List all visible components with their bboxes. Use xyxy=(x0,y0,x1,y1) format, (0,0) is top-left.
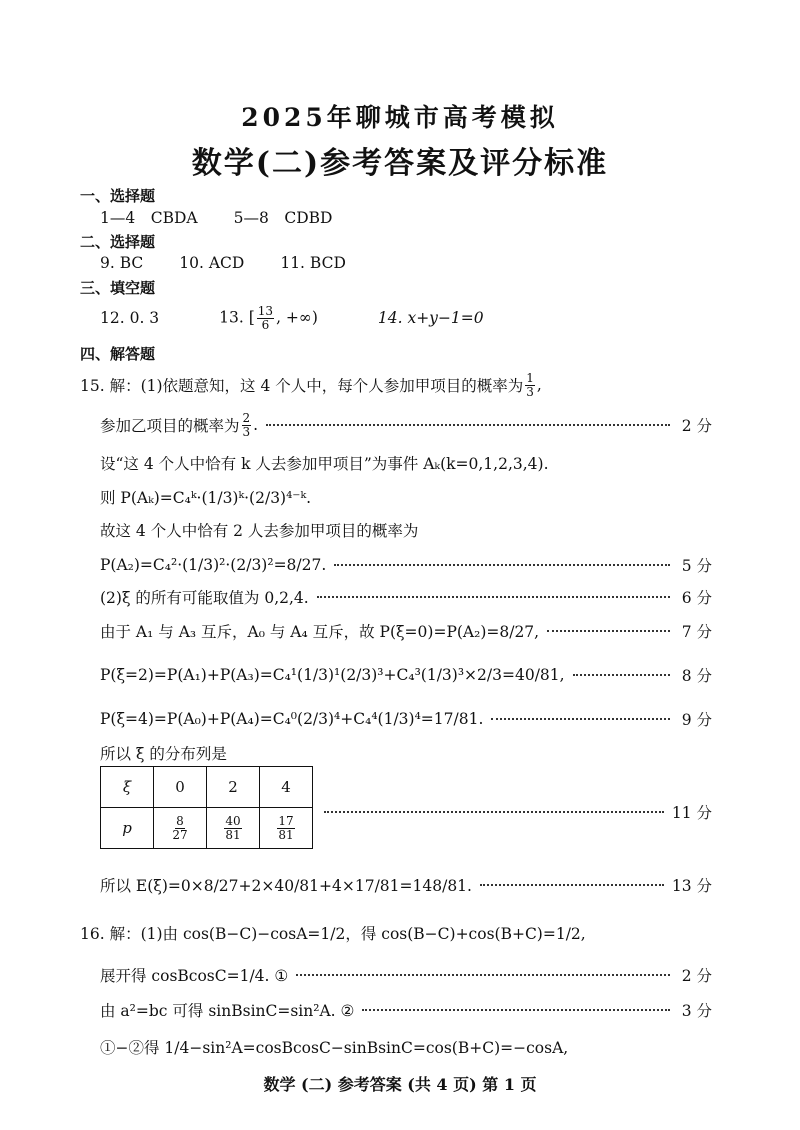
answers-1-4: 1—4 CBDA xyxy=(100,209,198,227)
q15-text-7: (2)ξ 的所有可能取值为 0,2,4. xyxy=(100,589,309,607)
answer-10: 10. ACD xyxy=(179,254,245,272)
leader-dots xyxy=(573,674,670,676)
q15-line-11: 所以 ξ 的分布列是 xyxy=(100,745,227,763)
section-heading-solutions: 四、解答题 xyxy=(80,344,156,363)
table-cell: ξ xyxy=(101,767,154,808)
q15-line-2: 参加乙项目的概率为 $\frac{2}{3}$ . 2 分 xyxy=(100,410,712,439)
fraction xyxy=(224,815,241,842)
leader-dots xyxy=(266,424,670,426)
table-cell: 0 xyxy=(154,767,207,808)
table-cell xyxy=(154,808,207,849)
table-cell xyxy=(260,808,313,849)
score-points: 6 分 xyxy=(681,589,712,607)
q15-line-4: 则 P(Aₖ)=C₄ᵏ·(1/3)ᵏ·(2/3)⁴⁻ᵏ. xyxy=(100,489,312,507)
answer-13-prefix: 13. [ xyxy=(219,308,255,326)
table-cell: 2 xyxy=(207,767,260,808)
q15-line-5: 故这 4 个人中恰有 2 人去参加甲项目的概率为 xyxy=(100,522,419,540)
section-heading-choice: 一、选择题 xyxy=(80,186,156,205)
q16-line-4: ①−②得 1/4−sin²A=cosBcosC−sinBsinC=cos(B+C)=−cosA, xyxy=(100,1039,569,1057)
denominator: 81 xyxy=(225,827,241,842)
leader-dots xyxy=(296,974,670,976)
leader-dots xyxy=(491,718,670,720)
answers-row-3 xyxy=(100,303,712,333)
table-cell xyxy=(207,808,260,849)
answer-14: 14. x+y−1=0 xyxy=(377,309,484,327)
numerator: 1 xyxy=(526,370,534,385)
denominator: 3 xyxy=(526,384,534,399)
denominator: 3 xyxy=(242,424,251,439)
q16-line-2 xyxy=(100,960,712,990)
section-heading-multi-choice: 二、选择题 xyxy=(80,232,156,251)
answers-5-8: 5—8 CDBD xyxy=(233,209,333,227)
fraction xyxy=(172,815,187,842)
q16-line-3 xyxy=(100,995,712,1025)
score-points: 11 分 xyxy=(671,804,712,822)
numerator: 2 xyxy=(242,410,251,425)
score-points: 5 分 xyxy=(681,557,712,575)
q15-text-2: 参加乙项目的概率为 xyxy=(100,417,240,435)
q15-text-8: 由于 A₁ 与 A₃ 互斥，A₀ 与 A₄ 互斥，故 P(ξ=0)=P(A₂)=8/27, xyxy=(100,623,540,641)
numerator: 40 xyxy=(225,813,241,828)
q15-text-9: P(ξ=2)=P(A₁)+P(A₃)=C₄¹(1/3)¹(2/3)³+C₄³(1/3)³×2/3=40/81, xyxy=(100,666,565,684)
leader-dots xyxy=(324,811,664,813)
document-title: 数学(二)参考答案及评分标准 xyxy=(191,146,609,181)
fraction xyxy=(525,372,535,399)
q15-line-9 xyxy=(100,660,712,690)
numerator: 8 xyxy=(176,813,184,828)
answer-13-suffix: , +∞) xyxy=(276,308,318,326)
table-cell: 4 xyxy=(260,767,313,808)
q15-line-1: 15. 解：(1)依题意知，这 4 个人中，每个人参加甲项目的概率为 $\frac{1}{3}$ , xyxy=(80,370,542,399)
page-footer: 数学 (二) 参考答案 (共 4 页) 第 1 页 xyxy=(263,1075,537,1094)
denominator: 6 xyxy=(261,317,270,332)
q15-line-8 xyxy=(100,616,712,646)
leader-dots xyxy=(547,630,670,632)
q16-line-1: 16. 解：(1)由 cos(B−C)−cosA=1/2，得 cos(B−C)+cos(B+C)=1/2, xyxy=(80,925,586,943)
leader-dots xyxy=(480,884,664,886)
numerator: 13 xyxy=(257,303,274,318)
q16-text-2: 展开得 cosBcosC=1/4. ① xyxy=(100,967,289,985)
answer-13 xyxy=(219,305,318,332)
exam-title: 2025年聊城市高考模拟 xyxy=(241,103,559,132)
q15-text-1: 15. 解：(1)依题意知，这 4 个人中，每个人参加甲项目的概率为 xyxy=(80,377,524,395)
numerator: 17 xyxy=(278,813,294,828)
score-points: 2 分 xyxy=(681,967,712,985)
q16-text-3: 由 a²=bc 可得 sinBsinC=sin²A. ② xyxy=(100,1002,355,1020)
leader-dots xyxy=(334,564,670,566)
distribution-table xyxy=(100,766,313,849)
score-points: 7 分 xyxy=(681,623,712,641)
answer-11: 11. BCD xyxy=(280,254,346,272)
table-cell: p xyxy=(101,808,154,849)
answer-9: 9. BC xyxy=(100,254,144,272)
q15-line-12 xyxy=(100,870,712,900)
q15-text-12: 所以 E(ξ)=0×8/27+2×40/81+4×17/81=148/81. xyxy=(100,877,472,895)
score-points: 13 分 xyxy=(671,877,712,895)
fraction xyxy=(277,815,294,842)
leader-dots xyxy=(317,596,670,598)
fraction xyxy=(242,412,252,439)
leader-dots xyxy=(362,1009,670,1011)
q15-line-6 xyxy=(100,550,712,580)
denominator: 27 xyxy=(172,827,188,842)
table-row xyxy=(101,767,313,808)
section-heading-fill-blank: 三、填空题 xyxy=(80,278,156,297)
denominator: 81 xyxy=(278,827,294,842)
score-points: 2 分 xyxy=(681,417,712,435)
table-score-line xyxy=(316,797,712,827)
q15-text-10: P(ξ=4)=P(A₀)+P(A₄)=C₄⁰(2/3)⁴+C₄⁴(1/3)⁴=17/81. xyxy=(100,710,484,728)
q15-text-6: P(A₂)=C₄²·(1/3)²·(2/3)²=8/27. xyxy=(100,556,327,574)
q15-line-3: 设“这 4 个人中恰有 k 人去参加甲项目”为事件 Aₖ(k=0,1,2,3,4). xyxy=(100,455,549,473)
score-points: 9 分 xyxy=(681,711,712,729)
q15-line-7 xyxy=(100,582,712,612)
score-points: 8 分 xyxy=(681,667,712,685)
q15-line-10 xyxy=(100,704,712,734)
fraction xyxy=(257,305,274,332)
answer-12: 12. 0. 3 xyxy=(100,309,160,327)
table-row xyxy=(101,808,313,849)
score-points: 3 分 xyxy=(681,1002,712,1020)
